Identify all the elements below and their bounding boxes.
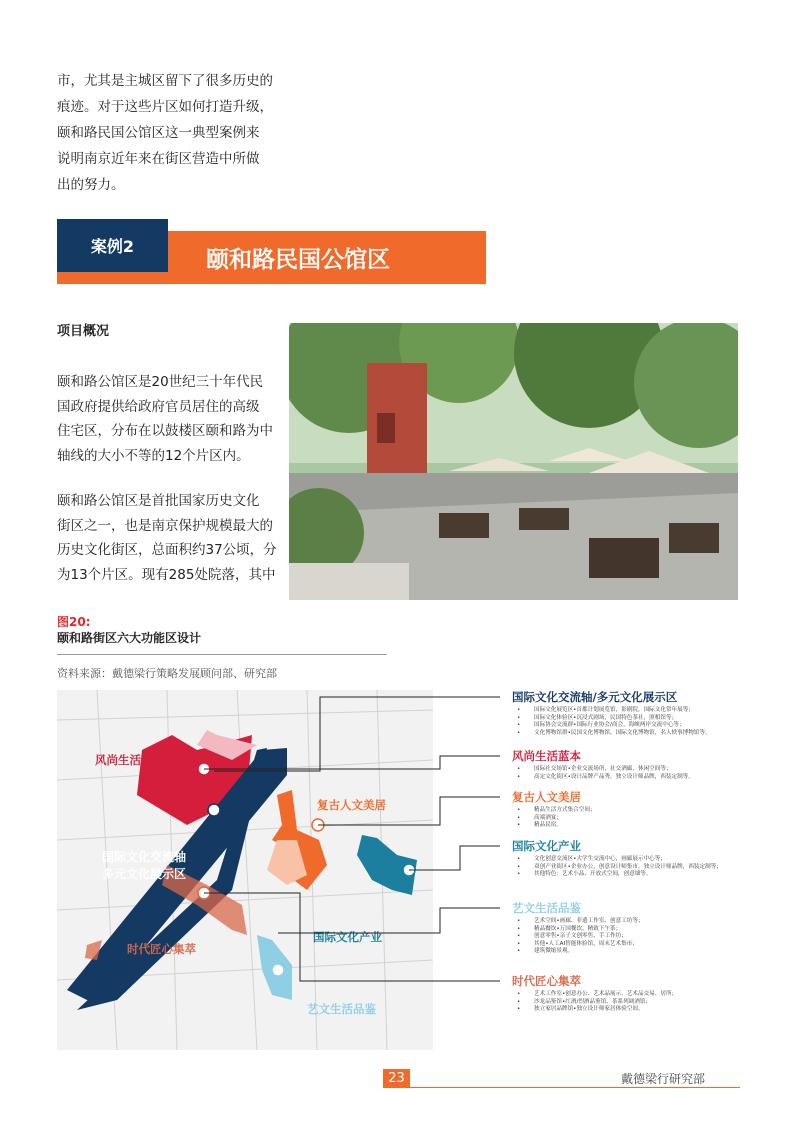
legend-era xyxy=(512,973,782,1014)
leader-fengshang xyxy=(204,756,500,769)
legend-item: • 建筑微缩景观。 xyxy=(512,948,782,956)
leader-culture-industry xyxy=(409,846,500,870)
legend-title: 艺文生活品鉴 xyxy=(512,901,581,915)
intro-line: 市，尤其是主城区留下了很多历史的 xyxy=(57,73,273,89)
para-line: 颐和路公馆区是首批国家历史文化 xyxy=(57,493,260,509)
figure-title: 颐和路街区六大功能区设计 xyxy=(57,631,202,645)
label-culture-industry: 国际文化产业 xyxy=(313,930,382,944)
para-line: 轴线的大小不等的12个片区内。 xyxy=(57,447,250,464)
legend-item: • 国际社交场馆•企业交流场所，社交酒廊，休闲空间等； xyxy=(512,766,782,774)
footer-organization: 戴德梁行研究部 xyxy=(621,1072,706,1086)
legend-fengshang xyxy=(512,748,782,781)
para-line: 住宅区，分布在以鼓楼区颐和路为中 xyxy=(57,423,273,439)
legend-title: 时代匠心集萃 xyxy=(512,974,581,988)
label-art-life: 艺文生活品鉴 xyxy=(307,1002,376,1016)
para-line: 国政府提供给政府官员居住的高级 xyxy=(57,398,260,415)
legend-item: • 创意零售•亲子文创零售、手工作坊； xyxy=(512,933,782,941)
legend-title: 复古人文美居 xyxy=(512,790,581,804)
legend-title: 国际文化产业 xyxy=(512,839,581,853)
legend-item: • 精品餐饮•万国餐饮、精致下午茶； xyxy=(512,926,782,934)
legend-title: 国际文化交流轴/多元文化展示区 xyxy=(512,690,678,704)
legend-item: • 其他特色：艺术小品、开放式空间，创意墙等。 xyxy=(512,871,782,879)
legend-item: • 文化博物馆群•民国文化博物馆，国际文化博物馆，名人轶事博物馆等。 xyxy=(512,730,782,738)
legend-item: • 双创产业街区•企业办公，创意设计师集市，独立设计师品牌，西装定制等； xyxy=(512,864,782,872)
legend-item: • 高端酒宴； xyxy=(512,815,782,823)
legend-item: • 艺术工作室•创意办公、艺术品展示、艺术品交易、居所； xyxy=(512,991,782,999)
legend-title: 风尚生活蓝本 xyxy=(512,749,581,763)
legend-item: • 艺术空间•画廊、非遗工作室、创意工坊等； xyxy=(512,918,782,926)
legend-axis xyxy=(512,689,782,737)
figure-number: 图20: xyxy=(57,615,91,629)
leader-era xyxy=(204,893,500,981)
leader-art-life xyxy=(278,908,500,933)
case-label: 案例2 xyxy=(57,219,168,272)
leader-axis xyxy=(214,697,500,771)
label-axis-line2: 多元文化展示区 xyxy=(102,867,187,881)
legend-art-life xyxy=(512,900,782,956)
label-axis-line1: 国际文化交流轴 xyxy=(102,850,187,864)
section-heading: 项目概况 xyxy=(57,324,110,339)
legend-culture-industry xyxy=(512,838,782,879)
figure-source: 资料来源：戴德梁行策略发展顾问部、研究部 xyxy=(57,667,277,680)
intro-line: 颐和路民国公馆区这一典型案例来 xyxy=(57,125,260,141)
intro-line: 出的努力。 xyxy=(57,177,125,193)
case-title: 颐和路民国公馆区 xyxy=(168,231,486,284)
page-number: 23 xyxy=(383,1069,410,1088)
legend-item: • 国际文化体验区•沉浸式剧场，民国特色茶社，照相馆等； xyxy=(512,715,782,723)
legend-item: • 其他•人工AI智能体验馆，周末艺术集市； xyxy=(512,941,782,949)
para-line: 为13个片区。现有285处院落，其中 xyxy=(57,566,276,583)
legend-item: • 精品民宿。 xyxy=(512,822,782,830)
label-fengshang: 风尚生活蓝本 xyxy=(95,753,164,767)
legend-item: • 独立家居品牌馆•独立设计师家居体验空间。 xyxy=(512,1006,782,1014)
legend-item: • 文化创意交流区•大学生交流中心，画廊展示中心等； xyxy=(512,856,782,864)
label-fugu: 复古人文美居 xyxy=(317,798,386,812)
legend-item: • 沙龙品鉴馆•红酒/烈酒品鉴馆、茶系列调酒馆； xyxy=(512,999,782,1007)
intro-line: 痕迹。对于这些片区如何打造升级， xyxy=(57,99,273,115)
leader-fugu xyxy=(318,797,500,825)
label-era: 时代匠心集萃 xyxy=(127,942,196,956)
legend-item: • 国际协会交流群•国际行业协会/商会，海峡两岸交流中心等； xyxy=(512,722,782,730)
legend-item: • 高定文化街区•设计品牌产品秀，独立设计师品牌，西装定制等。 xyxy=(512,774,782,782)
legend-fugu xyxy=(512,789,782,830)
para-line: 历史文化街区，总面积约37公顷，分 xyxy=(57,542,277,558)
para-line: 街区之一，也是南京保护规模最大的 xyxy=(57,517,273,534)
legend-item: • 国际文化展览区•首都计划展览馆，影剧院，国际文化常年展等； xyxy=(512,707,782,715)
intro-line: 说明南京近年来在街区营造中所做 xyxy=(57,151,260,167)
footer-rule xyxy=(410,1087,740,1088)
legend-item: • 精品生活方式集合空间； xyxy=(512,807,782,815)
para-line: 颐和路公馆区是20世纪三十年代民 xyxy=(57,374,264,390)
